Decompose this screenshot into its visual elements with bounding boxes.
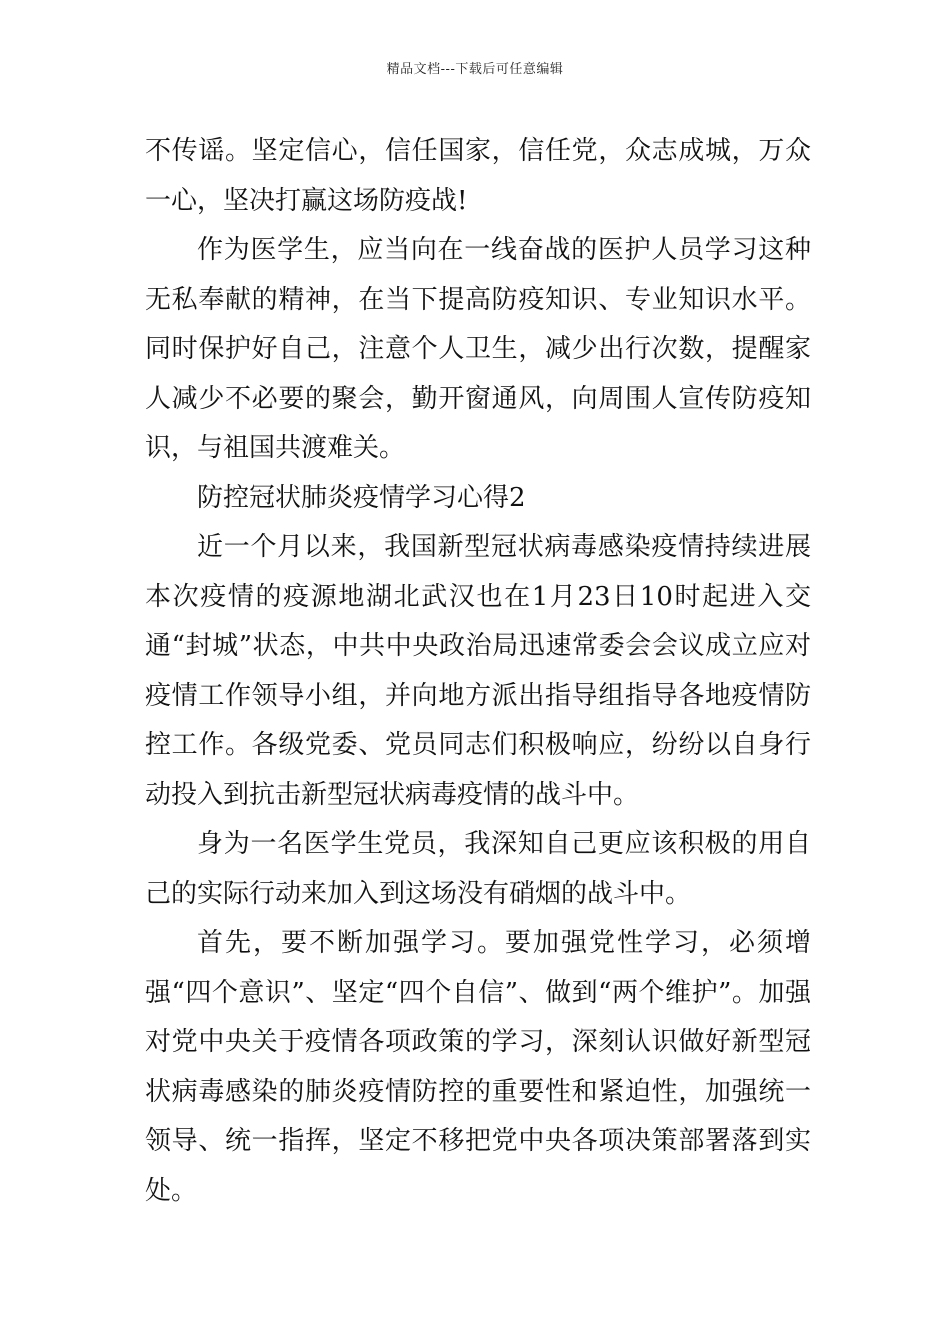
section-heading: 防控冠状肺炎疫情学习心得2 — [197, 482, 526, 513]
paragraph-study: 首先，要不断加强学习。要加强党性学习，必须增强“四个意识”、坚定“四个自信”、做到“两个维护”。加强对党中央关于疫情各项政策的学习，深刻认识做好新型冠状病毒感染的肺炎疫情防控的重要性和紧迫性，加强统一领导、统一指挥，坚定不移把党中央各项决策部署落到实处。 — [145, 928, 811, 1206]
paragraph-epidemic-progress: 近一个月以来，我国新型冠状病毒感染疫情持续进展本次疫情的疫源地湖北武汉也在1月23日10时起进入交通“封城”状态，中共中央政治局迅速常委会会议成立应对疫情工作领导小组，并向地方派出指导组指导各地疫情防控工作。各级党委、党员同志们积极响应，纷纷以自身行动投入到抗击新型冠状病毒疫情的战斗中。 — [145, 532, 811, 810]
page-header: 精品文档---下载后可任意编辑 — [386, 62, 564, 77]
paragraph-party-member: 身为一名医学生党员，我深知自己更应该积极的用自己的实际行动来加入到这场没有硝烟的战斗中。 — [145, 829, 811, 909]
paragraph-continuation: 不传谣。坚定信心，信任国家，信任党，众志成城，万众一心，坚决打赢这场防疫战! — [145, 136, 811, 216]
document-body — [145, 127, 811, 1216]
paragraph-medical-student: 作为医学生，应当向在一线奋战的医护人员学习这种无私奉献的精神，在当下提高防疫知识、专业知识水平。同时保护好自己，注意个人卫生，减少出行次数，提醒家人减少不必要的聚会，勤开窗通风，向周围人宣传防疫知识，与祖国共渡难关。 — [145, 235, 811, 463]
